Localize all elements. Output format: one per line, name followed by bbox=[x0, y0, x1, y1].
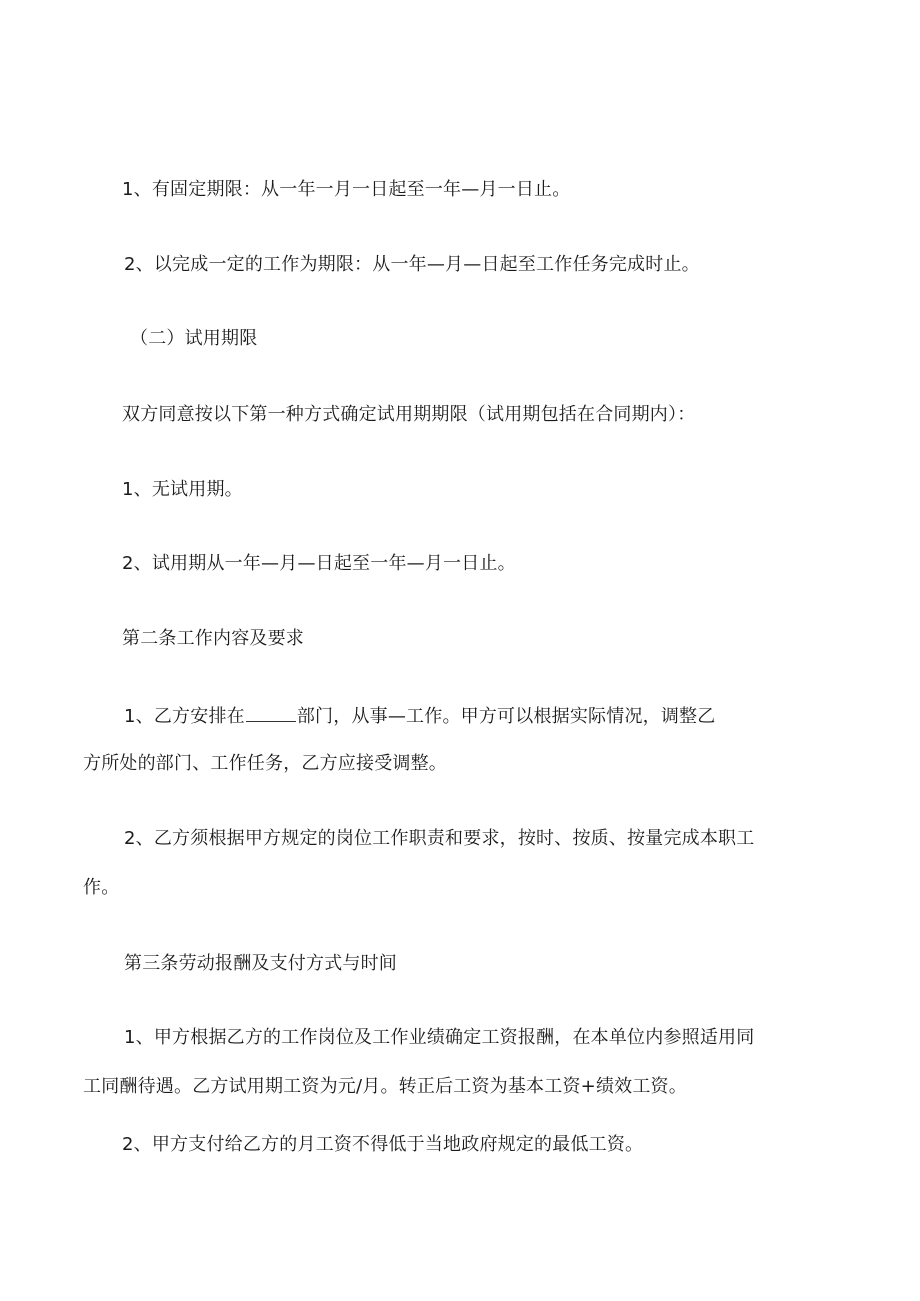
article-3-heading: 第三条劳动报酬及支付方式与时间 bbox=[124, 953, 397, 974]
department-blank bbox=[246, 703, 296, 722]
article-3-item-2: 2、甲方支付给乙方的月工资不得低于当地政府规定的最低工资。 bbox=[122, 1134, 644, 1155]
article-3-item-1-line-2: 工同酬待遇。乙方试用期工资为元/月。转正后工资为基本工资+绩效工资。 bbox=[83, 1076, 687, 1097]
probation-item-2: 2、试用期从一年—月—日起至一年—月一日止。 bbox=[122, 553, 516, 574]
probation-item-1: 1、无试用期。 bbox=[122, 479, 243, 500]
article-2-item-2-line-1: 2、乙方须根据甲方规定的岗位工作职责和要求，按时、按质、按量完成本职工 bbox=[124, 828, 755, 849]
article-2-heading: 第二条工作内容及要求 bbox=[122, 628, 304, 649]
probation-heading: （二）试用期限 bbox=[130, 328, 258, 349]
article-2-item-1-line-2: 方所处的部门、工作任务，乙方应接受调整。 bbox=[83, 753, 447, 774]
article-2-item-2-line-2: 作。 bbox=[83, 877, 120, 898]
article-3-item-1-line-1: 1、甲方根据乙方的工作岗位及工作业绩确定工资报酬，在本单位内参照适用同 bbox=[124, 1027, 755, 1048]
article-2-item-1-text-b: 部门，从事—工作。甲方可以根据实际情况，调整乙 bbox=[296, 706, 716, 727]
probation-intro: 双方同意按以下第一种方式确定试用期期限（试用期包括在合同期内）： bbox=[122, 404, 696, 425]
article-2-item-1-line-1 bbox=[124, 703, 715, 729]
term-item-2: 2、以完成一定的工作为期限：从一年—月—日起至工作任务完成时止。 bbox=[124, 254, 700, 275]
term-item-1: 1、有固定期限：从一年一月一日起至一年—月一日止。 bbox=[122, 179, 571, 200]
article-2-item-1-text-a: 1、乙方安排在 bbox=[124, 706, 245, 727]
